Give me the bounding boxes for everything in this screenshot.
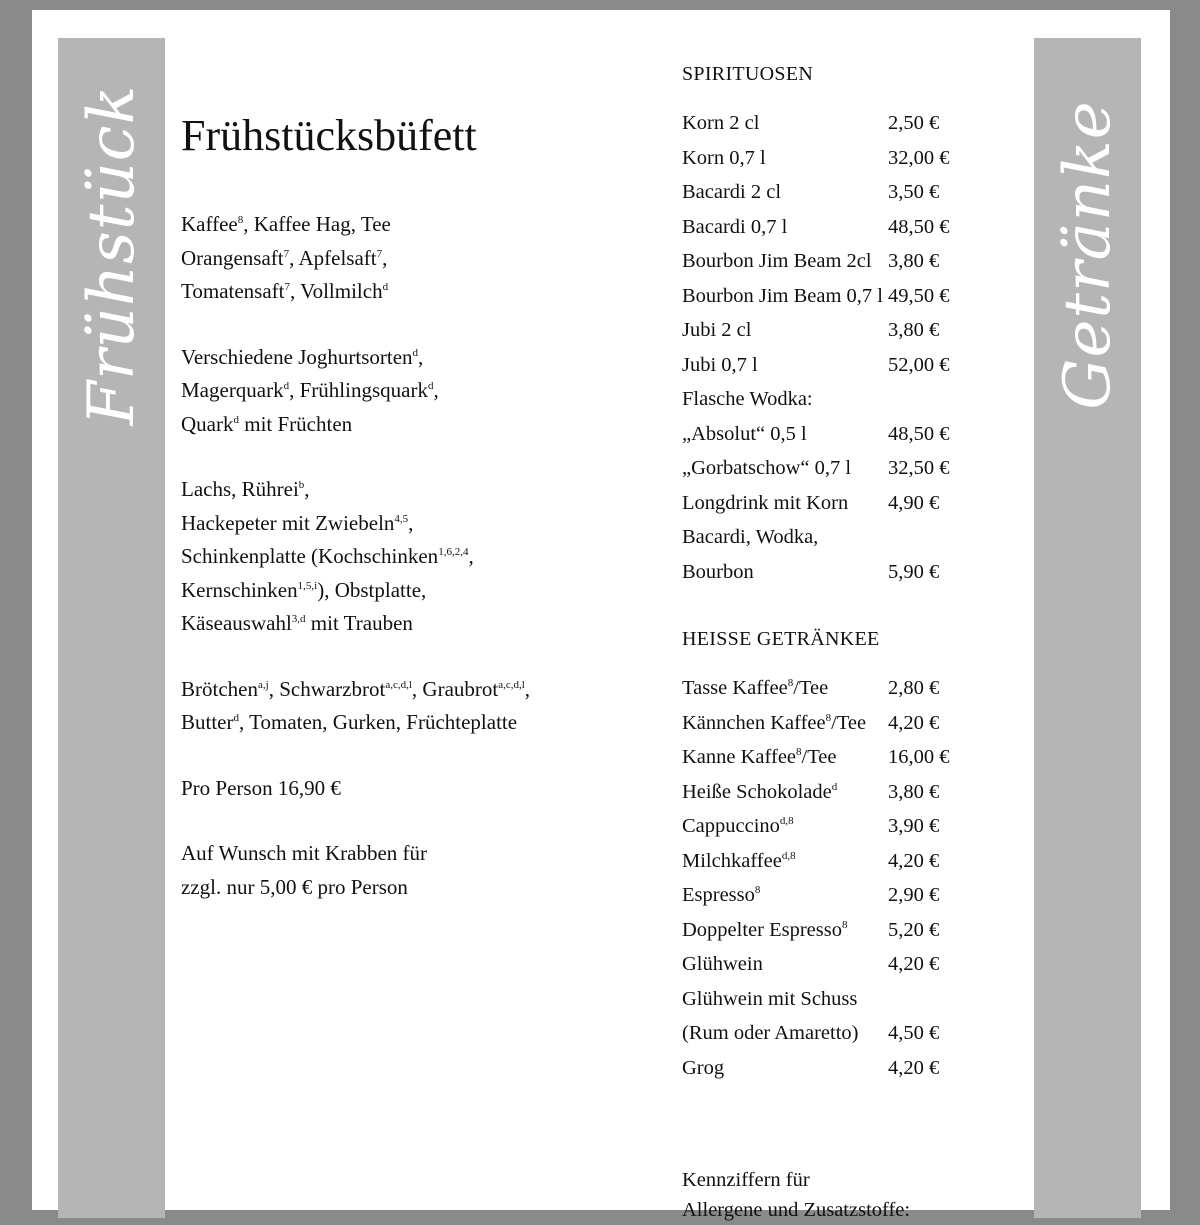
breakfast-text: Orangensaft [181, 245, 284, 270]
item-price: 5,20 € [888, 918, 940, 941]
allergen-code: d [283, 380, 290, 392]
breakfast-text: , Vollmilch [290, 279, 383, 303]
breakfast-line [181, 473, 621, 507]
item-name: Longdrink mit Korn [682, 491, 849, 514]
breakfast-block [181, 837, 621, 904]
breakfast-line [181, 275, 621, 309]
item-name: (Rum oder Amaretto) [682, 1022, 859, 1044]
breakfast-text: , Graubrot [411, 676, 499, 701]
allergen-code: d [831, 780, 838, 793]
breakfast-text: Quark [181, 411, 234, 436]
breakfast-text: Schinkenplatte (Kochschinken [181, 544, 439, 568]
breakfast-text: Käseauswahl [181, 611, 292, 635]
allergen-code: a,j [257, 678, 269, 691]
menu-item-row [682, 244, 992, 279]
hot-drinks-title: HEISSE GETRÄNKEE [682, 628, 880, 650]
breakfast-line [181, 837, 621, 871]
drinks-band-title: Getränke [1050, 100, 1125, 410]
menu-item-row [682, 1016, 992, 1051]
breakfast-text: Brötchen [181, 676, 258, 701]
breakfast-block [181, 208, 621, 309]
breakfast-heading: Frühstücksbüfett [181, 111, 477, 160]
breakfast-text: Pro Person 16,90 € [181, 775, 341, 800]
breakfast-text: ), Obstplatte, [317, 577, 427, 602]
item-price [888, 982, 978, 1017]
menu-item-row [682, 451, 992, 486]
item-price: 4,50 € [888, 1022, 940, 1044]
breakfast-line [181, 341, 621, 375]
item-name: Bourbon Jim Beam 2cl [682, 250, 872, 272]
menu-item-row [682, 844, 992, 879]
breakfast-text: Verschiedene Joghurtsorten [181, 344, 413, 369]
spirits-title: SPIRITUOSEN [682, 63, 814, 85]
menu-item-row [682, 706, 992, 741]
allergen-code: 4,5 [394, 512, 409, 525]
breakfast-text: Tomatensaft [181, 279, 285, 303]
breakfast-text: , [304, 477, 310, 501]
item-price: 3,80 € [888, 319, 940, 341]
menu-item-row [682, 913, 992, 948]
item-name: Tasse Kaffee$^8$/Tee [682, 677, 829, 699]
item-name: Heiße Schokolade$^d$ [682, 780, 838, 803]
item-name: Korn 2 cl [682, 112, 760, 134]
breakfast-block [181, 473, 621, 641]
breakfast-text: Kaffee [181, 212, 238, 236]
breakfast-text: , Tomaten, Gurken, Früchteplatte [239, 710, 518, 734]
breakfast-text: mit Trauben [305, 611, 413, 635]
breakfast-text: , Apfelsaft [289, 245, 377, 270]
menu-item-row [682, 947, 992, 982]
allergen-code: d [427, 380, 434, 392]
menu-item-row [682, 141, 992, 176]
drinks-side-band [1034, 38, 1141, 1218]
allergen-code: d,8 [779, 815, 794, 827]
breakfast-line [181, 408, 621, 442]
item-name: Bacardi, Wodka, [682, 526, 819, 548]
item-name: Flasche Wodka: [682, 388, 813, 410]
allergen-code: a,c,d,l [385, 678, 412, 691]
breakfast-band-title: Frühstück [74, 84, 149, 426]
breakfast-line [181, 540, 621, 574]
breakfast-text: Hackepeter mit Zwiebeln [181, 510, 395, 535]
breakfast-line [181, 772, 621, 806]
breakfast-section [181, 110, 621, 936]
breakfast-text: , [418, 344, 424, 369]
item-price: 52,00 € [888, 353, 950, 376]
breakfast-line [181, 208, 621, 242]
item-name: Jubi 0,7 l [682, 353, 758, 376]
breakfast-line [181, 242, 621, 276]
allergen-code: b [298, 479, 305, 491]
item-price: 32,50 € [888, 457, 950, 479]
allergen-code: d [233, 413, 239, 426]
menu-item-row [682, 175, 992, 210]
item-name: Doppelter Espresso$^8$ [682, 918, 848, 941]
menu-item-row [682, 982, 992, 1017]
breakfast-side-band [58, 38, 165, 1218]
breakfast-block [181, 772, 621, 806]
item-price: 4,90 € [888, 491, 940, 514]
item-name: Glühwein mit Schuss [682, 987, 858, 1010]
menu-item-row [682, 740, 992, 775]
item-price: 2,80 € [888, 677, 940, 699]
item-name: Bourbon [682, 560, 754, 583]
item-price: 3,50 € [888, 181, 940, 203]
breakfast-line [181, 673, 621, 707]
menu-item-row [682, 210, 992, 245]
item-price: 48,50 € [888, 422, 950, 445]
allergen-note-line2: Allergene und Zusatzstoffe: [682, 1199, 911, 1221]
item-price [888, 520, 978, 555]
menu-item-row [682, 809, 992, 844]
item-name: Bacardi 0,7 l [682, 215, 788, 238]
item-name: Milchkaffee$^{d,8}$ [682, 849, 796, 872]
breakfast-block [181, 341, 621, 442]
breakfast-text: Auf Wunsch mit Krabben für [181, 841, 428, 865]
breakfast-items [181, 208, 621, 904]
item-price: 4,20 € [888, 953, 940, 975]
allergen-code: 3,d [291, 613, 306, 625]
breakfast-line [181, 574, 621, 608]
menu-item-row [682, 382, 992, 417]
item-price: 49,50 € [888, 284, 950, 307]
allergen-code: 1,5,i [297, 579, 318, 592]
allergen-code: 7 [284, 281, 290, 293]
breakfast-line [181, 507, 621, 541]
item-name: Bacardi 2 cl [682, 181, 782, 203]
breakfast-text: , Kaffee Hag, Tee [243, 212, 391, 236]
allergen-code: 8 [825, 711, 832, 724]
breakfast-line [181, 871, 621, 905]
item-price: 16,00 € [888, 746, 950, 768]
breakfast-text: mit Früchten [238, 411, 353, 436]
breakfast-text: Lachs, Rührei [181, 477, 299, 501]
hot-drinks-list [682, 671, 992, 1085]
menu-item-row [682, 775, 992, 810]
breakfast-text: Magerquark [181, 378, 284, 402]
breakfast-line [181, 607, 621, 641]
spirits-list [682, 106, 992, 589]
item-price: 32,00 € [888, 146, 950, 169]
item-price: 2,50 € [888, 112, 940, 134]
item-name: Glühwein [682, 953, 763, 975]
allergen-code: d [412, 346, 419, 359]
allergen-code: a,c,d,l [498, 678, 525, 691]
item-name: Kännchen Kaffee$^8$/Tee [682, 711, 867, 734]
item-name: Espresso$^8$ [682, 884, 761, 906]
item-price: 3,90 € [888, 815, 940, 837]
allergen-code: d,8 [781, 849, 796, 862]
breakfast-line [181, 706, 621, 740]
breakfast-text: , Frühlingsquark [289, 378, 428, 402]
allergen-code: 8 [787, 677, 794, 689]
allergen-code: 1,6,2,4 [438, 546, 469, 558]
breakfast-text: , [468, 544, 474, 568]
allergen-code: 8 [754, 884, 761, 896]
item-price: 2,90 € [888, 884, 940, 906]
menu-item-row [682, 878, 992, 913]
menu-page [32, 10, 1170, 1221]
item-price [888, 382, 978, 417]
item-name: Grog [682, 1056, 725, 1079]
breakfast-text: , Schwarzbrot [268, 676, 386, 701]
breakfast-text: , [524, 676, 531, 701]
breakfast-text: zzgl. nur 5,00 € pro Person [181, 874, 408, 899]
menu-item-row [682, 671, 992, 706]
item-name: Kanne Kaffee$^8$/Tee [682, 746, 837, 768]
item-price: 48,50 € [888, 215, 950, 238]
allergen-code: 8 [841, 918, 848, 931]
allergen-code: 7 [283, 247, 290, 260]
allergen-code: 8 [237, 214, 244, 226]
item-name: Cappuccino$^{d,8}$ [682, 815, 794, 837]
item-price: 4,20 € [888, 711, 940, 734]
menu-item-row [682, 106, 992, 141]
breakfast-text: Butter [181, 710, 234, 734]
item-price: 4,20 € [888, 1056, 940, 1079]
breakfast-text: , [433, 378, 439, 402]
breakfast-text: , [382, 245, 388, 270]
breakfast-line [181, 374, 621, 408]
menu-item-row [682, 417, 992, 452]
menu-item-row [682, 348, 992, 383]
item-price: 3,80 € [888, 780, 940, 803]
allergen-code: d [233, 712, 239, 724]
allergen-code: 7 [376, 247, 383, 260]
item-price: 4,20 € [888, 849, 940, 872]
allergen-code: 8 [796, 746, 802, 758]
breakfast-text: Kernschinken [181, 577, 298, 602]
menu-item-row [682, 555, 992, 590]
menu-item-row [682, 1051, 992, 1086]
item-name: Korn 0,7 l [682, 146, 766, 169]
breakfast-text: , [408, 510, 414, 535]
item-price: 3,80 € [888, 250, 940, 272]
breakfast-block [181, 673, 621, 740]
item-price: 5,90 € [888, 560, 940, 583]
menu-item-row [682, 279, 992, 314]
menu-item-row [682, 486, 992, 521]
menu-item-row [682, 520, 992, 555]
item-name: Jubi 2 cl [682, 319, 752, 341]
item-name: Bourbon Jim Beam 0,7 l [682, 284, 884, 307]
menu-item-row [682, 313, 992, 348]
allergen-note-line1: Kennziffern für [682, 1169, 810, 1191]
drinks-section [682, 60, 992, 1225]
item-name: „Gorbatschow“ 0,7 l [682, 457, 852, 479]
item-name: „Absolut“ 0,5 l [682, 422, 807, 445]
allergen-code: d [382, 281, 389, 293]
